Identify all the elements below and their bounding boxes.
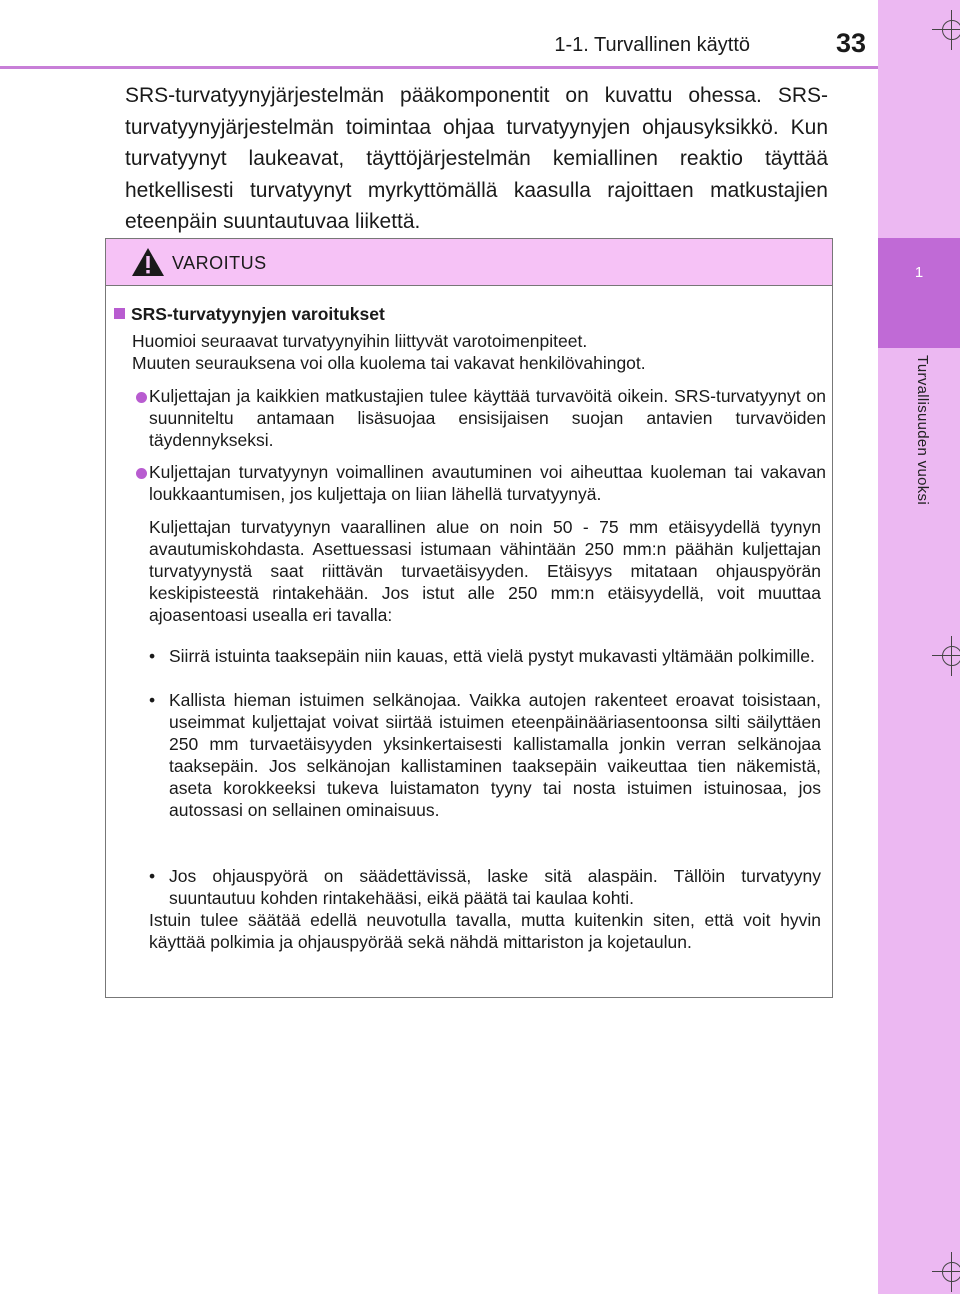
danger-zone-detail: Kuljettajan turvatyynyn vaarallinen alue on noin 50 - 75 mm etäisyydellä tyynyn avautumiskohdasta. Asettuessasi istumaan vähintään 250 mm:n päähän kuljettajan turvatyynystä saat riittävän turvaetäisyyden. Etäisyys mitataan ohjauspyörän keskipisteestä rintakehään. Jos istut alle 250 mm:n etäisyydellä, voit muuttaa ajoasentoasi usealla eri tavalla: [149, 517, 821, 625]
page-number: 33 [835, 28, 866, 58]
warning-subheading [114, 303, 385, 325]
registration-mark-icon [932, 636, 960, 676]
warning-subheading-text: SRS-turvatyynyjen varoitukset [131, 304, 385, 324]
chapter-number: 1 [914, 264, 924, 281]
square-bullet-icon [114, 308, 125, 319]
warning-intro-line-2: Muuten seurauksena voi olla kuolema tai vakavat henkilövahingot. [132, 353, 646, 373]
adjustment-item-2-text: Kallista hieman istuimen selkänojaa. Vaikka autojen rakenteet eroavat toisistaan, useimmat kuljettajat voivat siirtää istuimen eteenpäinääriasentoonsa silti säilyttäen 250 mm turvaetäisyyden yksinkertaisesti kallistamalla jonkin verran selkänojaa taaksepäin. Jos selkänojan kallistaminen taaksepäin vaikeuttaa tien näkemistä, aseta korokkeeksi tukeva luistamaton tyyny tai nosta istuimen istuinosaa, jos autossasi on sellainen ominaisuus. [169, 690, 821, 820]
adjustment-item-1 [149, 645, 821, 667]
adjustment-item-3 [149, 865, 821, 909]
intro-paragraph: SRS-turvatyynyjärjestelmän pääkomponentit on kuvattu ohessa. SRS-turvatyynyjärjestelmän toimintaa ohjaa turvatyynyjen ohjausyksikkö. Kun turvatyynyt laukeavat, täyttöjärjestelmän kemiallinen reaktio täyttää hetkellisesti turvatyynyt myrkyttömällä kaasulla rajoittaen matkustajien eteenpäin suuntautuvaa liikettä. [125, 84, 828, 233]
dash-bullet: • [149, 866, 156, 886]
adjustment-item-3-text: Jos ohjauspyörä on säädettävissä, laske sitä alaspäin. Tällöin turvatyyny suuntautuu kohden rintakehääsi, eikä päätä tai kaulaa kohti. [169, 866, 821, 908]
round-bullet-icon [136, 392, 147, 403]
chapter-tab [878, 238, 960, 348]
dash-bullet: • [149, 646, 156, 666]
warning-header [106, 239, 832, 286]
adjustment-item-2 [149, 689, 821, 821]
closing-note: Istuin tulee säätää edellä neuvotulla tavalla, mutta kuitenkin siten, että voit hyvin käyttää polkimia ja ohjauspyörää sekä nähdä mittariston ja kojetaulun. [149, 910, 821, 952]
header-divider [0, 66, 878, 69]
warning-label: VAROITUS [172, 253, 267, 273]
adjustment-item-1-text: Siirrä istuinta taaksepäin niin kauas, että vielä pystyt mukavasti yltämään polkimille. [169, 646, 815, 666]
registration-mark-icon [932, 1252, 960, 1292]
chapter-title: Turvallisuuden vuoksi [914, 355, 931, 505]
dash-bullet: • [149, 690, 156, 710]
warning-bullet-1: Kuljettajan ja kaikkien matkustajien tulee käyttää turvavöitä oikein. SRS-turvatyynyt on suunniteltu antamaan lisäsuojaa ensisijaisen suojan antavien turvavöiden täydennykseksi. [149, 386, 826, 450]
warning-box [105, 238, 833, 998]
warning-triangle-icon [131, 247, 165, 277]
round-bullet-icon [136, 468, 147, 479]
warning-intro-line-1: Huomioi seuraavat turvatyynyihin liittyvät varotoimenpiteet. [132, 331, 588, 351]
section-title: 1-1. Turvallinen käyttö [554, 34, 750, 56]
registration-mark-icon [932, 10, 960, 50]
warning-bullet-2: Kuljettajan turvatyynyn voimallinen avautuminen voi aiheuttaa kuoleman tai vakavan loukkaantumisen, jos kuljettaja on liian lähellä turvatyynyä. [149, 462, 826, 504]
